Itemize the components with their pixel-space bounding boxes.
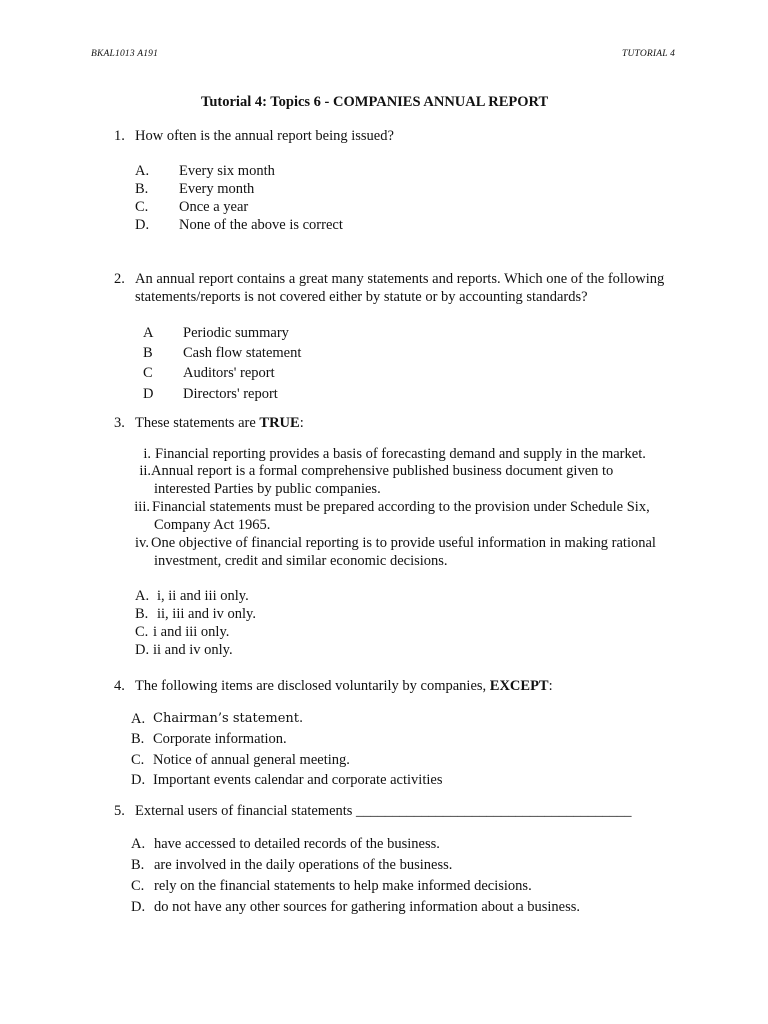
option-text: Once a year [179,199,249,215]
statement-text: Annual report is a formal comprehensive published business document given to [151,463,614,479]
option-letter: C. [131,878,145,894]
question-number: 3. [114,415,125,431]
statement-text: One objective of financial reporting is to provide useful information in making rational [151,535,656,551]
question-text: External users of financial statements ______________________________________ [135,803,632,819]
option-letter: B [143,345,153,361]
option-text: ii and iv only. [153,642,233,658]
option-text: do not have any other sources for gathering information about a business. [154,899,581,915]
question-text: These statements are TRUE: [135,415,304,431]
header-tutorial-label: TUTORIAL 4 [622,49,676,59]
option-text: rely on the financial statements to help make informed decisions. [154,878,532,894]
question-number: 2. [114,271,125,287]
option-text: i, ii and iii only. [157,588,249,604]
question-text: How often is the annual report being issued? [135,128,394,144]
option-letter: B. [135,606,149,622]
option-text: Directors' report [183,386,278,402]
header-course-code: BKAL1013 A191 [91,49,159,59]
option-letter: B. [135,181,149,197]
statement-text-cont: interested Parties by public companies. [154,481,381,497]
question-text: The following items are disclosed voluntarily by companies, EXCEPT: [135,678,553,694]
option-letter: B. [131,857,145,873]
question-text-line-2: statements/reports is not covered either by statute or by accounting standards? [135,289,588,305]
option-letter: D. [135,642,150,658]
option-text: are involved in the daily operations of the business. [154,857,453,873]
option-text: have accessed to detailed records of the business. [154,836,440,852]
option-text: None of the above is correct [179,217,343,233]
question-text-line-1: An annual report contains a great many statements and reports. Which one of the following [135,271,665,287]
statement-text: Financial statements must be prepared according to the provision under Schedule Six, [152,499,650,515]
option-text: Every month [179,181,255,197]
option-text: Cash flow statement [183,345,302,361]
option-letter: D. [131,772,146,788]
option-letter: C. [135,624,149,640]
option-text: Every six month [179,163,275,179]
option-text: i and iii only. [153,624,230,640]
option-letter: D. [131,899,146,915]
option-letter: D [143,386,154,402]
statement-number: i. [143,446,151,462]
option-letter: A. [135,588,150,604]
statement-number: ii. [139,463,151,479]
option-text: Periodic summary [183,325,289,341]
statement-number: iii. [134,499,150,515]
option-letter: A [143,325,154,341]
option-text: Chairman’s statement. [153,711,304,726]
question-number: 5. [114,803,125,819]
option-letter: C. [131,752,145,768]
option-letter: A. [131,711,146,727]
question-number: 4. [114,678,125,694]
option-text: ii, iii and iv only. [157,606,256,622]
option-text: Important events calendar and corporate activities [153,772,443,788]
option-letter: C [143,365,153,381]
option-letter: C. [135,199,149,215]
option-letter: A. [135,163,150,179]
page-title: Tutorial 4: Topics 6 - COMPANIES ANNUAL REPORT [201,94,549,110]
statement-text-cont: Company Act 1965. [154,517,271,533]
option-letter: A. [131,836,146,852]
option-text: Auditors' report [183,365,275,381]
option-letter: D. [135,217,150,233]
option-text: Corporate information. [153,731,287,747]
statement-text: Financial reporting provides a basis of forecasting demand and supply in the market. [155,446,646,462]
statement-text-cont: investment, credit and similar economic decisions. [154,553,448,569]
question-number: 1. [114,128,125,144]
option-text: Notice of annual general meeting. [153,752,350,768]
statement-number: iv. [135,535,149,551]
option-letter: B. [131,731,145,747]
